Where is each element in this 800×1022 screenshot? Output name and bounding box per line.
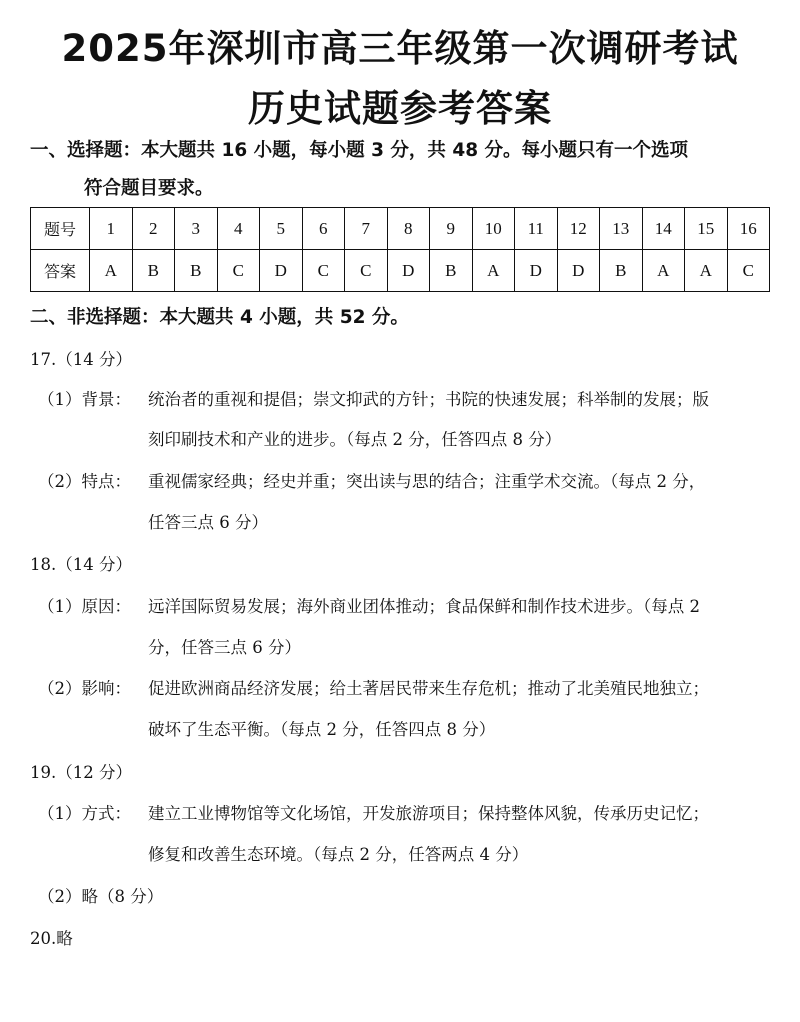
q18-part2-label: （2）影响： <box>38 679 131 698</box>
answer-cell: B <box>132 250 175 292</box>
question-number: 16 <box>727 208 770 250</box>
answer-cell: A <box>685 250 728 292</box>
q18-part1-label: （1）原因： <box>38 597 131 616</box>
q19-heading: 19.（12 分） <box>30 763 132 782</box>
q17-part2-text-cont: 任答三点 6 分） <box>148 513 268 532</box>
number-header: 题号 <box>31 208 90 250</box>
question-number: 8 <box>387 208 430 250</box>
answer-cell: C <box>345 250 388 292</box>
question-number: 10 <box>472 208 515 250</box>
section1-heading-cont: 符合题目要求。 <box>84 178 214 199</box>
question-number: 2 <box>132 208 175 250</box>
question-number: 14 <box>642 208 685 250</box>
answer-cell: C <box>217 250 260 292</box>
question-number: 11 <box>515 208 558 250</box>
section2-heading: 二、非选择题：本大题共 4 小题，共 52 分。 <box>30 307 409 328</box>
question-number: 6 <box>302 208 345 250</box>
answer-cell: D <box>557 250 600 292</box>
answer-cell: A <box>472 250 515 292</box>
section1-heading: 一、选择题：本大题共 16 小题，每小题 3 分，共 48 分。每小题只有一个选项 <box>30 140 689 161</box>
answer-cell: C <box>302 250 345 292</box>
question-number: 13 <box>600 208 643 250</box>
q17-part1-text-cont: 刻印刷技术和产业的进步。（每点 2 分，任答四点 8 分） <box>148 430 562 449</box>
question-number: 15 <box>685 208 728 250</box>
answer-cell: B <box>430 250 473 292</box>
q17-part2-label: （2）特点： <box>38 472 131 491</box>
answer-header: 答案 <box>31 250 90 292</box>
question-number: 4 <box>217 208 260 250</box>
question-number: 7 <box>345 208 388 250</box>
q17-part1-text: 统治者的重视和提倡；崇文抑武的方针；书院的快速发展；科举制的发展；版 <box>148 390 709 409</box>
page-subtitle: 历史试题参考答案 <box>248 87 552 130</box>
q17-part1-label: （1）背景： <box>38 390 131 409</box>
answer-cell: B <box>600 250 643 292</box>
q18-part2-text: 促进欧洲商品经济发展；给土著居民带来生存危机；推动了北美殖民地独立； <box>148 679 709 698</box>
answer-cell: B <box>175 250 218 292</box>
question-number: 12 <box>557 208 600 250</box>
question-number: 9 <box>430 208 473 250</box>
answer-cell: C <box>727 250 770 292</box>
answer-cell: A <box>90 250 133 292</box>
q19-part1-label: （1）方式： <box>38 804 131 823</box>
answer-table-answer-row <box>31 250 770 292</box>
q17-part2-text: 重视儒家经典；经史并重；突出读与思的结合；注重学术交流。（每点 2 分， <box>148 472 706 491</box>
q19-part2-text: （2）略（8 分） <box>38 887 164 906</box>
q18-part1-text: 远洋国际贸易发展；海外商业团体推动；食品保鲜和制作技术进步。（每点 2 <box>148 597 700 616</box>
page-title: 2025年深圳市高三年级第一次调研考试 <box>61 27 739 70</box>
q17-heading: 17.（14 分） <box>30 350 132 369</box>
q19-part1-text-cont: 修复和改善生态环境。（每点 2 分，任答两点 4 分） <box>148 845 529 864</box>
question-number: 5 <box>260 208 303 250</box>
q18-part1-text-cont: 分，任答三点 6 分） <box>148 638 301 657</box>
question-number: 3 <box>175 208 218 250</box>
q18-part2-text-cont: 破坏了生态平衡。（每点 2 分，任答四点 8 分） <box>148 720 496 739</box>
q19-part1-text: 建立工业博物馆等文化场馆，开发旅游项目；保持整体风貌，传承历史记忆； <box>148 804 709 823</box>
q20-text: 20.略 <box>30 929 73 948</box>
answer-cell: D <box>260 250 303 292</box>
q18-heading: 18.（14 分） <box>30 555 132 574</box>
answer-cell: D <box>515 250 558 292</box>
answer-cell: A <box>642 250 685 292</box>
answer-table <box>30 207 770 292</box>
answer-cell: D <box>387 250 430 292</box>
answer-table-number-row <box>31 208 770 250</box>
question-number: 1 <box>90 208 133 250</box>
